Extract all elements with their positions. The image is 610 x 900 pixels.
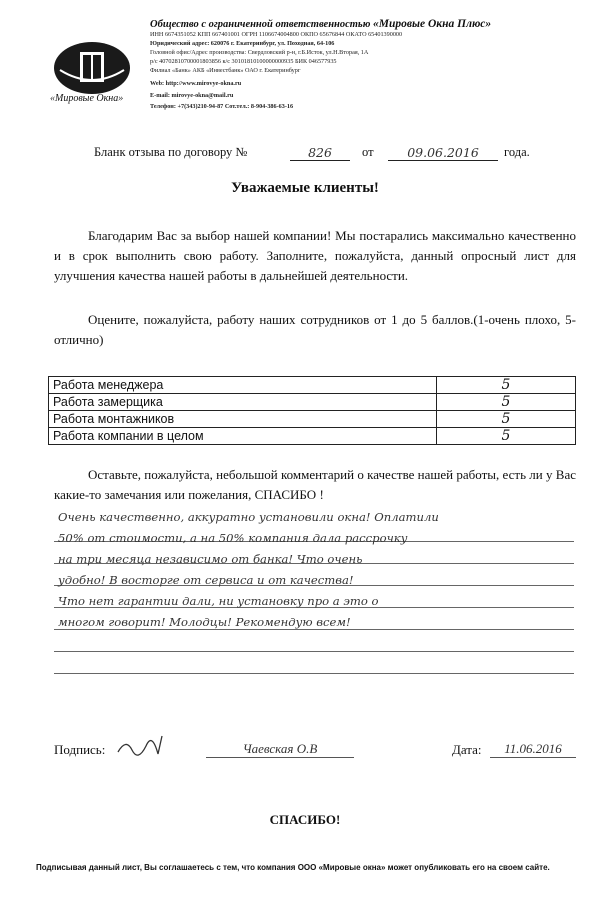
signature-label: Подпись:: [54, 742, 106, 757]
rekv-line: Головной офис/Адрес производства: Свердловский р-н, г.Б.Исток, ул.Н.Вторая, 1А: [150, 49, 369, 56]
table-row: [49, 394, 576, 411]
company-logo: [52, 40, 132, 100]
rekv-line: E-mail: mirovye-okna@mail.ru: [150, 92, 234, 99]
rate-prompt-text: Оцените, пожалуйста, работу наших сотрудников от 1 до 5 баллов.(1-очень плохо, 5-отлично): [54, 312, 576, 347]
blank-label: Бланк отзыва по договору №: [94, 145, 248, 159]
rating-score: 5: [437, 394, 576, 411]
company-name: «Мировые Окна Плюс»: [373, 18, 492, 30]
handwritten-comment: Очень качественно, аккуратно установили окна! Оплатили 50% от стоимости, а на 50% компания дала рассрочку на три месяца независимо от банка! Что очень удобно! В восторге от сервиса и от качества! Что нет гарантии дали, ни установку про а это о многом говорит! Молодцы! Рекомендую всем!: [58, 510, 439, 629]
rekv-line: Web: http://www.mirovye-okna.ru: [150, 80, 242, 87]
page-title: Уважаемые клиенты!: [231, 180, 379, 196]
rating-label: Работа менеджера: [49, 377, 437, 394]
signatory-name: Чаевская О.В: [206, 741, 354, 758]
footer-note: Подписывая данный лист, Вы соглашаетесь с тем, что компания ООО «Мировые окна» может опубликовать его на своем сайте.: [36, 863, 550, 872]
contract-date: 09.06.2016: [388, 145, 498, 161]
rating-score: 5: [437, 411, 576, 428]
table-row: [49, 411, 576, 428]
logo-caption: «Мировые Окна»: [50, 93, 124, 104]
rekv-line: Юридический адрес: 620076 г. Екатеринбург, ул. Походная, 64-106: [150, 40, 335, 47]
contract-number: 826: [290, 145, 350, 161]
rating-label: Работа замерщика: [49, 394, 437, 411]
comment-prompt-text: Оставьте, пожалуйста, небольшой комментарий о качестве нашей работы, есть ли у Вас какие-то замечания или пожелания, СПАСИБО !: [54, 467, 576, 502]
rating-score: 5: [437, 428, 576, 445]
table-row: [49, 377, 576, 394]
signature-scribble: [116, 728, 176, 760]
intro-paragraph: [54, 226, 576, 286]
thanks-text: СПАСИБО!: [269, 812, 341, 827]
signature-date: 11.06.2016: [490, 741, 576, 758]
date-label: Дата:: [452, 742, 482, 757]
rating-label: Работа компании в целом: [49, 428, 437, 445]
rating-score: 5: [437, 377, 576, 394]
comment-prompt: [54, 465, 576, 505]
rekv-line: ИНН 6674351052 КПП 667401001 ОГРН 1106674004800 ОКПО 65676844 ОКАТО 65401390000: [150, 31, 403, 38]
table-row: [49, 428, 576, 445]
company-name-line: [150, 18, 491, 30]
from-label: от: [362, 145, 374, 159]
rating-label: Работа монтажников: [49, 411, 437, 428]
intro-text: Благодарим Вас за выбор нашей компании! Мы постарались максимально качественно и в срок выполнить свою работу. Заполните, пожалуйста, данный опросный лист для улучшения качества нашей работы в дальнейшей деятельности.: [54, 228, 576, 283]
rekv-line: Филиал «Банк» АКБ «Инвестбанк» ОАО г. Екатеринбург: [150, 67, 301, 74]
company-prefix: Общество с ограниченной ответственностью: [150, 19, 371, 30]
rekv-line: р/с 40702810700001803856 к/с 30101810100000000935 БИК 046577935: [150, 58, 337, 65]
rate-prompt: [54, 310, 576, 350]
ratings-table: [48, 376, 576, 445]
rekv-line: Телефон: +7(343)210-94-87 Сот.тел.: 8-904-386-63-16: [150, 103, 294, 110]
year-suffix: года.: [504, 145, 530, 159]
